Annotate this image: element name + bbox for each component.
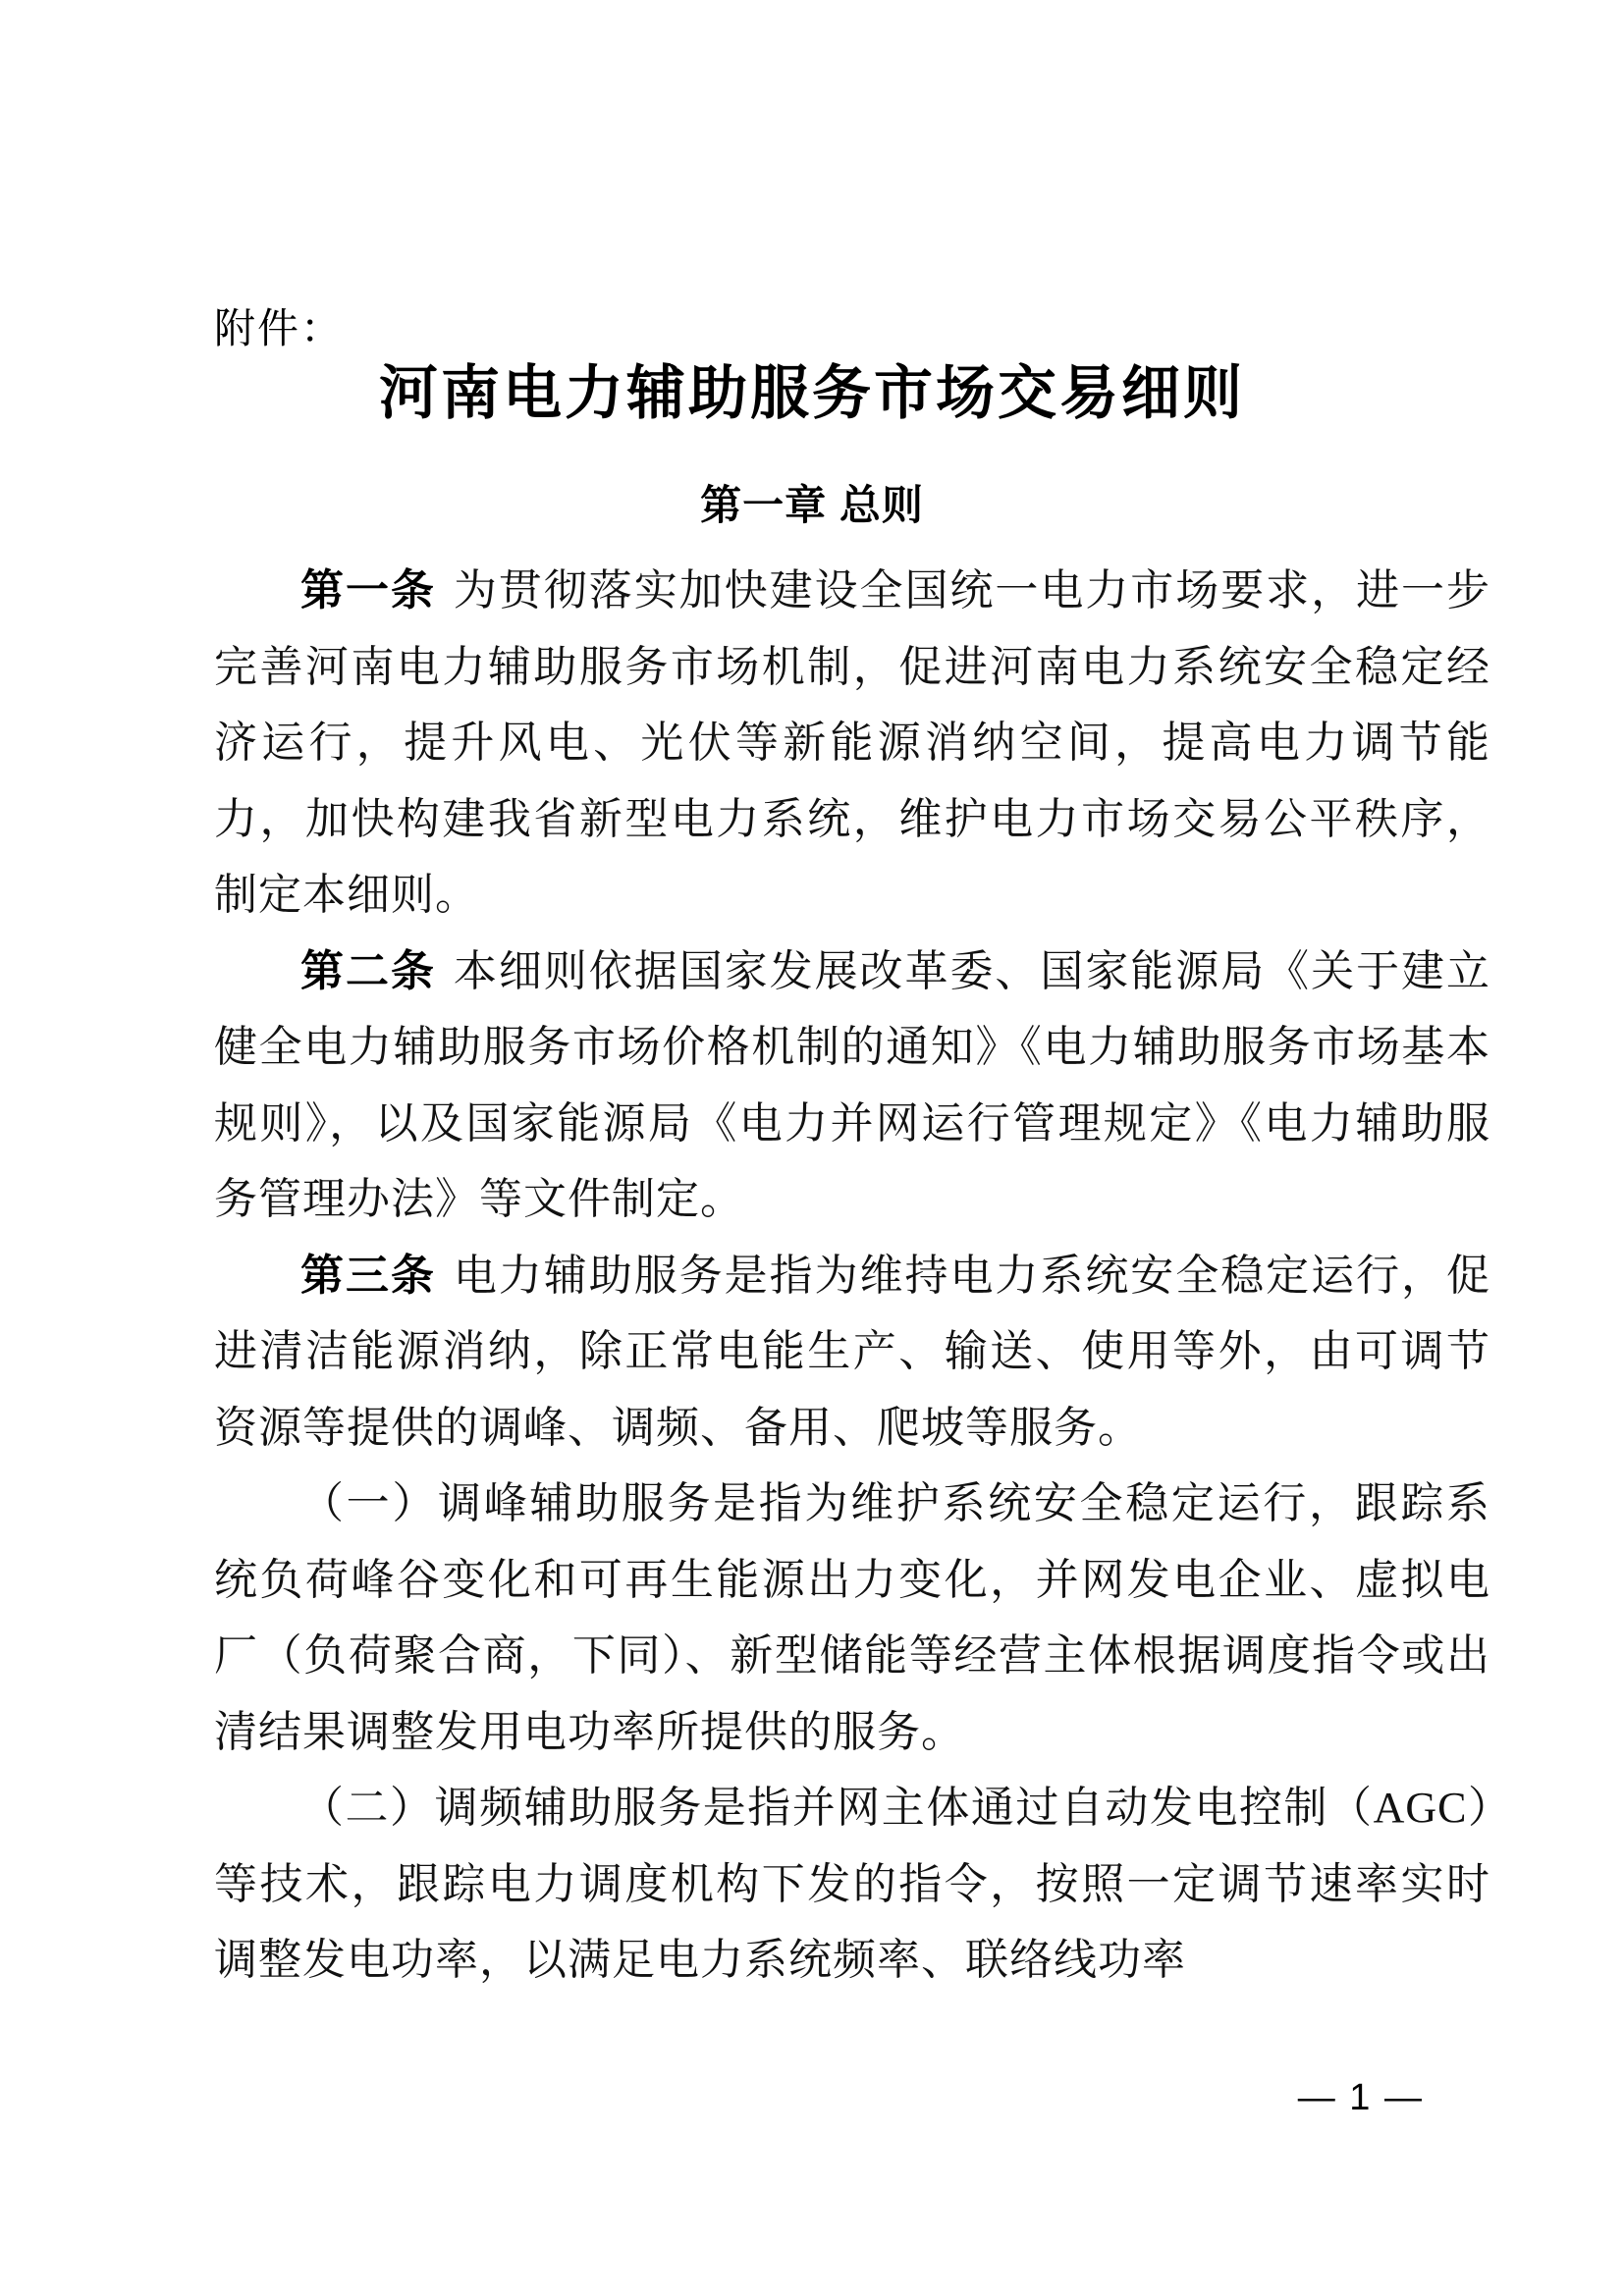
paragraph-text: （一）调峰辅助服务是指为维护系统安全稳定运行，跟踪系统负荷峰谷变化和可再生能源出力变化，并网发电企业、虚拟电厂（负荷聚合商，下同）、新型储能等经营主体根据调度指令或出清结果调整发用电功率所提供的服务。 (214, 1479, 1490, 1756)
paragraph (214, 1238, 1490, 1467)
document-title: 河南电力辅助服务市场交易细则 (379, 361, 1245, 426)
article-number-label: 第三条 (300, 1251, 436, 1300)
paragraph (214, 553, 1490, 934)
paragraph-text: 为贯彻落实加快建设全国统一电力市场要求，进一步完善河南电力辅助服务市场机制，促进河南电力系统安全稳定经济运行，提升风电、光伏等新能源消纳空间，提高电力调节能力，加快构建我省新型电力系统，维护电力市场交易公平秩序，制定本细则。 (214, 566, 1491, 919)
article-number-label: 第二条 (300, 946, 436, 995)
attachment-label: 附件： (214, 305, 345, 351)
article-number-label: 第一条 (300, 566, 436, 614)
body-text (214, 553, 1490, 1999)
paragraph (214, 1770, 1490, 1999)
chapter-heading: 第一章 总则 (700, 482, 924, 528)
page-number: — 1 — (1297, 2077, 1424, 2118)
paragraph (214, 1466, 1490, 1770)
paragraph-text: 电力辅助服务是指为维持电力系统安全稳定运行，促进清洁能源消纳，除正常电能生产、输送、使用等外，由可调节资源等提供的调峰、调频、备用、爬坡等服务。 (214, 1251, 1491, 1452)
paragraph-text: （二）调频辅助服务是指并网主体通过自动发电控制（AGC）等技术，跟踪电力调度机构下发的指令，按照一定调节速率实时调整发电功率，以满足电力系统频率、联络线功率 (214, 1784, 1490, 1984)
paragraph-text: 本细则依据国家发展改革委、国家能源局《关于建立健全电力辅助服务市场价格机制的通知》《电力辅助服务市场基本规则》，以及国家能源局《电力并网运行管理规定》《电力辅助服务管理办法》等文件制定。 (214, 946, 1491, 1223)
paragraph (214, 934, 1490, 1238)
